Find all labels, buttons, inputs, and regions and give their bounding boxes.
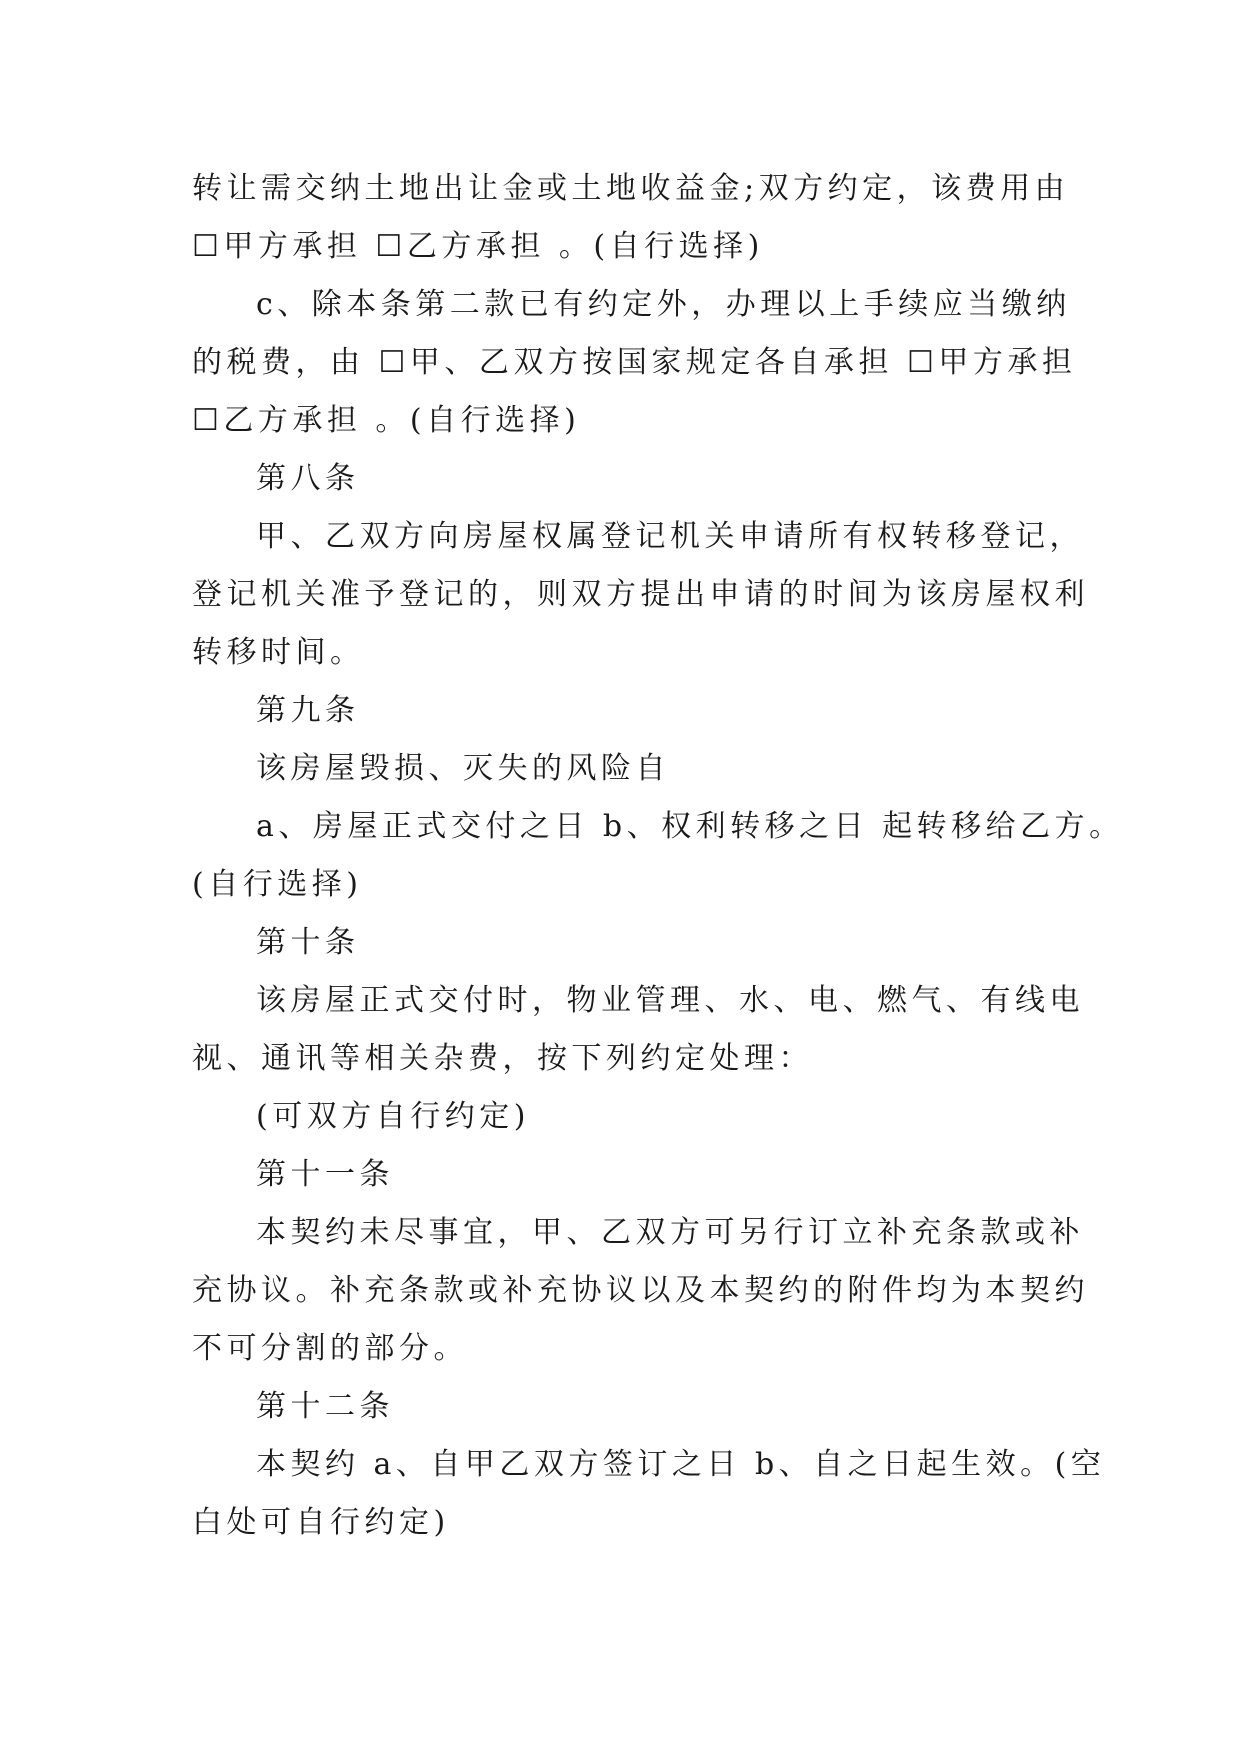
text-line: 不可分割的部分。 <box>192 1331 468 1366</box>
text-line: 该房屋正式交付时，物业管理、水、电、燃气、有线电 <box>256 983 1084 1018</box>
text-line: 充协议。补充条款或补充协议以及本契约的附件均为本契约 <box>192 1273 1089 1308</box>
text-line: c、除本条第二款已有约定外，办理以上手续应当缴纳 <box>256 287 1071 322</box>
text-line: 该房屋毁损、灭失的风险自 <box>256 751 670 786</box>
text-line: 的税费，由 ☐甲、乙双方按国家规定各自承担 ☐甲方承担 <box>192 345 1077 380</box>
text-line: 本契约未尽事宜，甲、乙双方可另行订立补充条款或补 <box>256 1215 1084 1250</box>
text-line: 甲、乙双方向房屋权属登记机关申请所有权转移登记， <box>256 519 1084 554</box>
text-line: (可双方自行约定) <box>256 1099 530 1134</box>
text-line: 转让需交纳土地出让金或土地收益金;双方约定，该费用由 <box>192 171 1070 206</box>
article-heading: 第十一条 <box>256 1157 394 1192</box>
text-line: 登记机关准予登记的，则双方提出申请的时间为该房屋权利 <box>192 577 1089 612</box>
text-line: a、房屋正式交付之日 b、权利转移之日 起转移给乙方。 <box>256 809 1124 844</box>
text-line: (自行选择) <box>192 867 363 902</box>
text-line: ☐甲方承担 ☐乙方承担 。(自行选择) <box>192 229 764 264</box>
text-line: ☐乙方承担 。(自行选择) <box>192 403 581 438</box>
article-heading: 第九条 <box>256 693 360 728</box>
article-heading: 第十条 <box>256 925 360 960</box>
article-heading: 第八条 <box>256 461 360 496</box>
text-line: 白处可自行约定) <box>192 1505 450 1540</box>
article-heading: 第十二条 <box>256 1389 394 1424</box>
text-line: 本契约 a、自甲乙双方签订之日 b、自之日起生效。(空 <box>256 1447 1106 1482</box>
text-line: 视、通讯等相关杂费，按下列约定处理： <box>192 1041 813 1076</box>
text-line: 转移时间。 <box>192 635 365 670</box>
contract-text-block <box>192 160 1124 1552</box>
